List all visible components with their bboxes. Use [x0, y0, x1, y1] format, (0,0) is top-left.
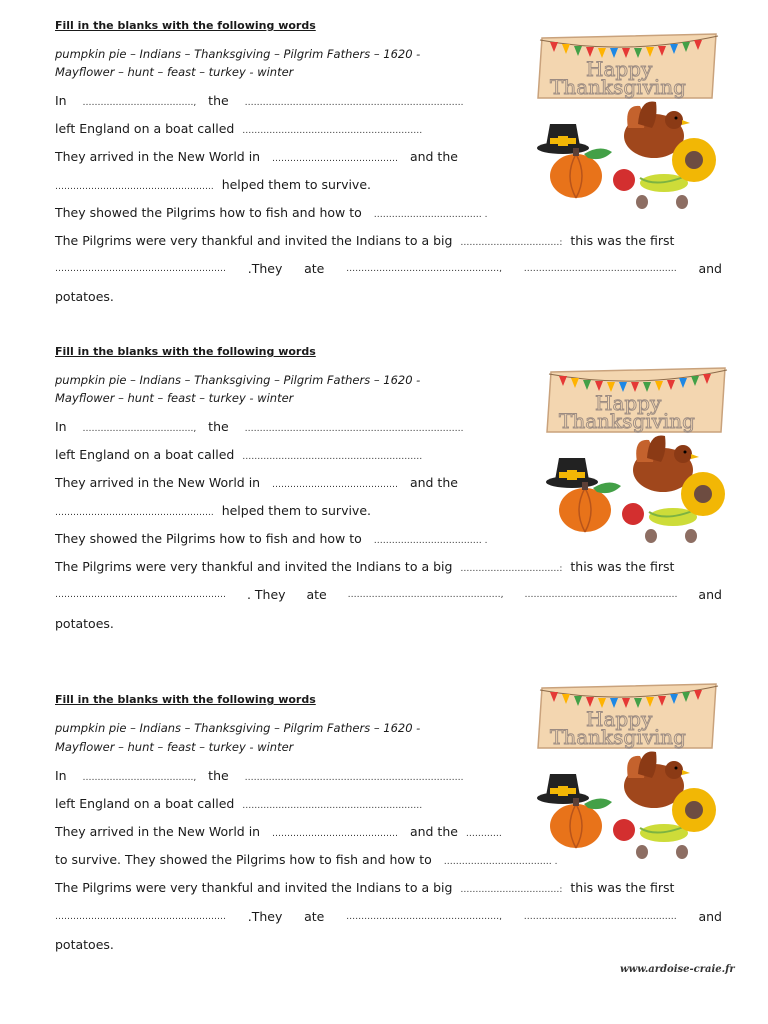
sentence-5: They showed the Pilgrims how to fish and how to ……………………………… .: [55, 531, 488, 546]
word-bank-line-1: pumpkin pie – Indians – Thanksgiving – Pilgrim Fathers – 1620 -: [55, 47, 421, 61]
blank[interactable]: ……………………………………: [272, 829, 399, 839]
pilgrim-hat-icon: [537, 774, 589, 804]
sentence-8: potatoes.: [55, 937, 114, 952]
sentence-4: to survive. They showed the Pilgrims how to fish and how to ……………………………… .: [55, 852, 558, 867]
sentence-6: The Pilgrims were very thankful and invited the Indians to a big ……………………………: this was the first: [55, 559, 675, 574]
sentence-1: In ………………………………., the ……………………………………………………………….: [55, 419, 464, 434]
sentence-3: They arrived in the New World in …………………………………… and the …………: [55, 824, 502, 839]
svg-text:Happy: Happy: [595, 391, 662, 415]
svg-text:Thanksgiving: Thanksgiving: [550, 75, 686, 99]
svg-text:Thanksgiving: Thanksgiving: [559, 409, 695, 433]
sentence-3: They arrived in the New World in …………………………………… and the: [55, 475, 458, 490]
blank[interactable]: ……………………………………: [272, 480, 399, 490]
blank[interactable]: ……………………………………………………………….: [244, 424, 464, 434]
apple-icon: [622, 503, 644, 525]
word-bank-line-2: Mayflower – hunt – feast – turkey - winter: [55, 391, 294, 405]
blank[interactable]: …………………………………………………: [55, 264, 226, 274]
blank[interactable]: ……………………………………………,: [346, 264, 502, 274]
happy-thanksgiving-banner: [538, 34, 718, 99]
word-bank-line-1: pumpkin pie – Indians – Thanksgiving – Pilgrim Fathers – 1620 -: [55, 373, 421, 387]
blank[interactable]: ……………………………….,: [82, 98, 197, 108]
sentence-2: left England on a boat called ……………………………………………………: [55, 796, 423, 811]
blank[interactable]: ……………………………………………………: [242, 452, 423, 462]
blank[interactable]: ……………………………:: [460, 885, 563, 895]
blank[interactable]: ……………………………………………: [524, 590, 678, 600]
instruction-heading: Fill in the blanks with the following words: [55, 345, 316, 358]
blank[interactable]: ……………………………………………: [523, 264, 677, 274]
blank[interactable]: …………: [465, 829, 502, 839]
word-bank-line-2: Mayflower – hunt – feast – turkey - winter: [55, 740, 294, 754]
blank[interactable]: ……………………………… .: [373, 210, 488, 220]
pilgrim-hat-icon: [537, 124, 589, 154]
acorn-icon: [645, 529, 697, 543]
instruction-heading: Fill in the blanks with the following words: [55, 693, 316, 706]
blank[interactable]: ……………………………….,: [82, 424, 197, 434]
sentence-2: left England on a boat called ……………………………………………………: [55, 121, 423, 136]
blank[interactable]: ……………………………… .: [443, 857, 558, 867]
svg-text:Happy: Happy: [586, 707, 653, 731]
sunflower-icon: [681, 472, 725, 516]
blank[interactable]: ……………………………………………………………….: [244, 773, 464, 783]
sentence-4: …………………………………………….. helped them to survive.: [55, 503, 371, 518]
instruction-heading: Fill in the blanks with the following words: [55, 19, 316, 32]
blank[interactable]: …………………………………………………: [55, 590, 226, 600]
thanksgiving-illustration: [536, 28, 726, 228]
acorn-icon: [636, 845, 688, 859]
sentence-5: They showed the Pilgrims how to fish and how to ……………………………… .: [55, 205, 488, 220]
blank[interactable]: ……………………………………: [272, 154, 399, 164]
sentence-6: The Pilgrims were very thankful and invited the Indians to a big ……………………………: this was the first: [55, 233, 675, 248]
sentence-3: They arrived in the New World in …………………………………… and the: [55, 149, 458, 164]
blank[interactable]: ……………………………………………………: [242, 126, 423, 136]
svg-text:Happy: Happy: [586, 57, 653, 81]
blank[interactable]: ……………………………………………,: [346, 912, 502, 922]
sentence-7: ………………………………………………… .They ate ……………………………………………, …………………………………………… and: [55, 261, 722, 276]
sentence-1: In ………………………………., the ……………………………………………………………….: [55, 93, 464, 108]
word-bank-line-2: Mayflower – hunt – feast – turkey - winter: [55, 65, 294, 79]
sunflower-icon: [672, 788, 716, 832]
sentence-8: potatoes.: [55, 289, 114, 304]
sentence-1: In ………………………………., the ……………………………………………………………….: [55, 768, 464, 783]
blank[interactable]: ……………………………………………..: [55, 182, 214, 192]
blank[interactable]: ……………………………:: [460, 564, 563, 574]
pilgrim-hat-icon: [546, 458, 598, 488]
website-watermark: www.ardoise-craie.fr: [620, 964, 735, 975]
blank[interactable]: ……………………………………………,: [347, 590, 504, 600]
word-bank-line-1: pumpkin pie – Indians – Thanksgiving – Pilgrim Fathers – 1620 -: [55, 721, 421, 735]
blank[interactable]: ……………………………………………………: [242, 801, 423, 811]
svg-text:Thanksgiving: Thanksgiving: [550, 725, 686, 749]
blank[interactable]: ……………………………………………………………….: [244, 98, 464, 108]
happy-thanksgiving-banner: [547, 368, 727, 433]
sentence-2: left England on a boat called ……………………………………………………: [55, 447, 423, 462]
blank[interactable]: …………………………………………………: [55, 912, 226, 922]
acorn-icon: [636, 195, 688, 209]
sentence-8: potatoes.: [55, 616, 114, 631]
apple-icon: [613, 169, 635, 191]
thanksgiving-illustration: [545, 362, 735, 562]
pumpkin-icon: [550, 798, 612, 848]
blank[interactable]: ……………………………:: [460, 238, 563, 248]
sentence-4: …………………………………………….. helped them to survive.: [55, 177, 371, 192]
happy-thanksgiving-banner: [538, 684, 718, 749]
apple-icon: [613, 819, 635, 841]
sentence-7: ………………………………………………… .They ate ……………………………………………, …………………………………………… and: [55, 909, 722, 924]
pumpkin-icon: [550, 148, 612, 198]
sunflower-icon: [672, 138, 716, 182]
blank[interactable]: ……………………………… .: [373, 536, 488, 546]
blank[interactable]: ……………………………………………: [523, 912, 677, 922]
blank[interactable]: ……………………………….,: [82, 773, 197, 783]
thanksgiving-illustration: [536, 678, 726, 878]
sentence-6: The Pilgrims were very thankful and invited the Indians to a big ……………………………: this was the first: [55, 880, 675, 895]
blank[interactable]: ……………………………………………..: [55, 508, 214, 518]
sentence-7: ………………………………………………… . They ate ……………………………………………, …………………………………………… and: [55, 587, 722, 602]
pumpkin-icon: [559, 482, 621, 532]
